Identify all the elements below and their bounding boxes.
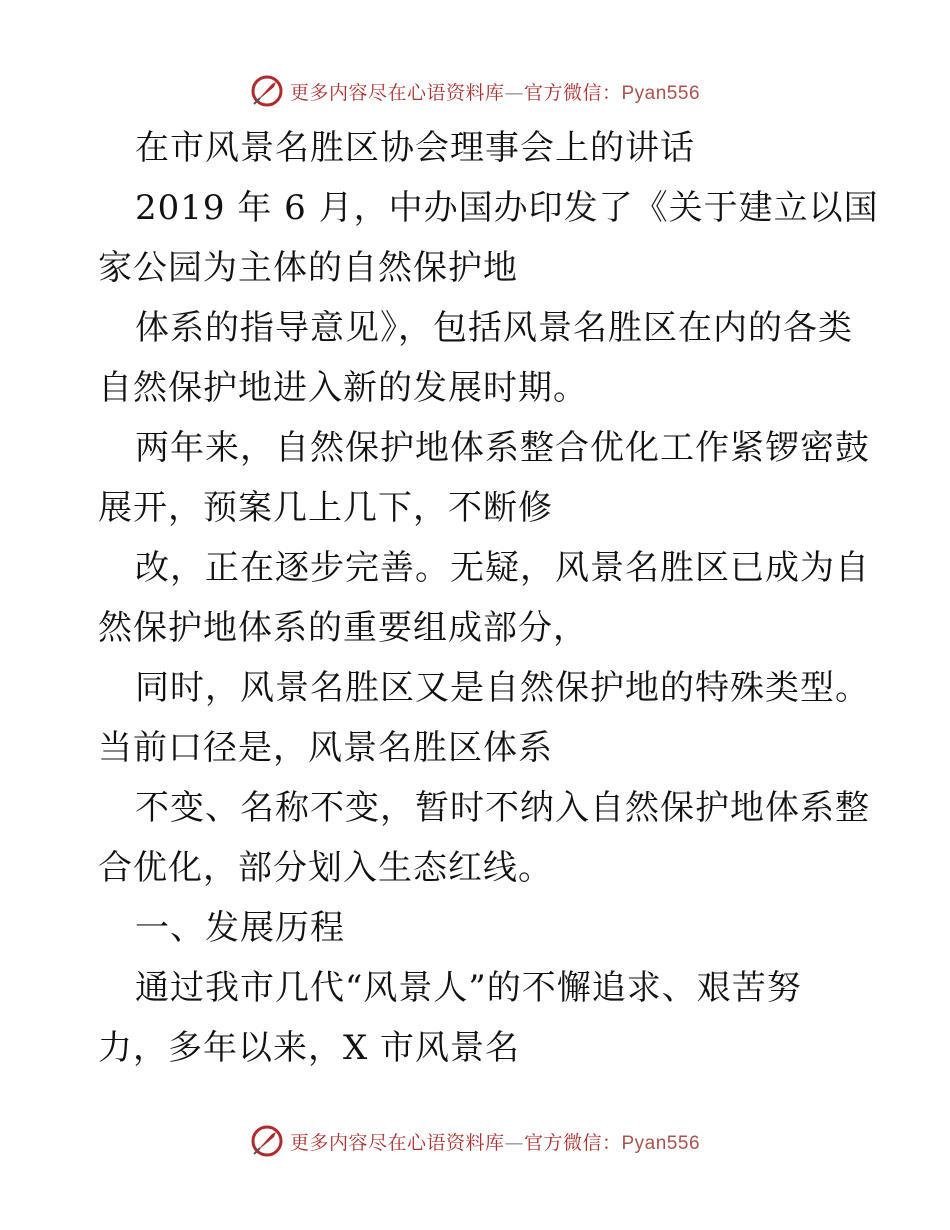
- document-body: [98, 118, 879, 1078]
- text-line: 同时，风景名胜区又是自然保护地的特殊类型。: [135, 668, 870, 708]
- text-line: 一、发展历程: [135, 908, 345, 948]
- text-line: 改，正在逐步完善。无疑，风景名胜区已成为自: [135, 548, 870, 588]
- text-line: 2019 年 6 月，中办国办印发了《关于建立以国: [135, 188, 879, 228]
- text-line: 力，多年以来，X 市风景名: [98, 1028, 521, 1068]
- watermark-text: 更多内容尽在心语资料库—官方微信：Pyan556: [289, 1131, 701, 1154]
- text-line: 通过我市几代“风景人”的不懈追求、艰苦努: [135, 968, 802, 1008]
- quill-pen-logo-icon: [250, 1124, 284, 1158]
- text-line: 自然保护地进入新的发展时期。: [98, 368, 588, 408]
- text-line: 两年来，自然保护地体系整合优化工作紧锣密鼓: [135, 428, 870, 468]
- footer-watermark-banner: [0, 1121, 950, 1161]
- text-line: 当前口径是，风景名胜区体系: [98, 728, 553, 768]
- text-line: 家公园为主体的自然保护地: [98, 248, 518, 288]
- header-watermark-banner: [0, 71, 950, 111]
- text-line: 然保护地体系的重要组成部分，: [98, 608, 588, 648]
- quill-pen-logo-icon: [250, 74, 284, 108]
- text-line: 不变、名称不变，暂时不纳入自然保护地体系整: [135, 788, 870, 828]
- watermark-text: 更多内容尽在心语资料库—官方微信：Pyan556: [289, 81, 701, 104]
- text-line: 在市风景名胜区协会理事会上的讲话: [135, 128, 695, 168]
- text-line: 合优化，部分划入生态红线。: [98, 848, 553, 888]
- text-line: 展开，预案几上几下，不断修: [98, 488, 553, 528]
- text-line: 体系的指导意见》，包括风景名胜区在内的各类: [135, 308, 853, 348]
